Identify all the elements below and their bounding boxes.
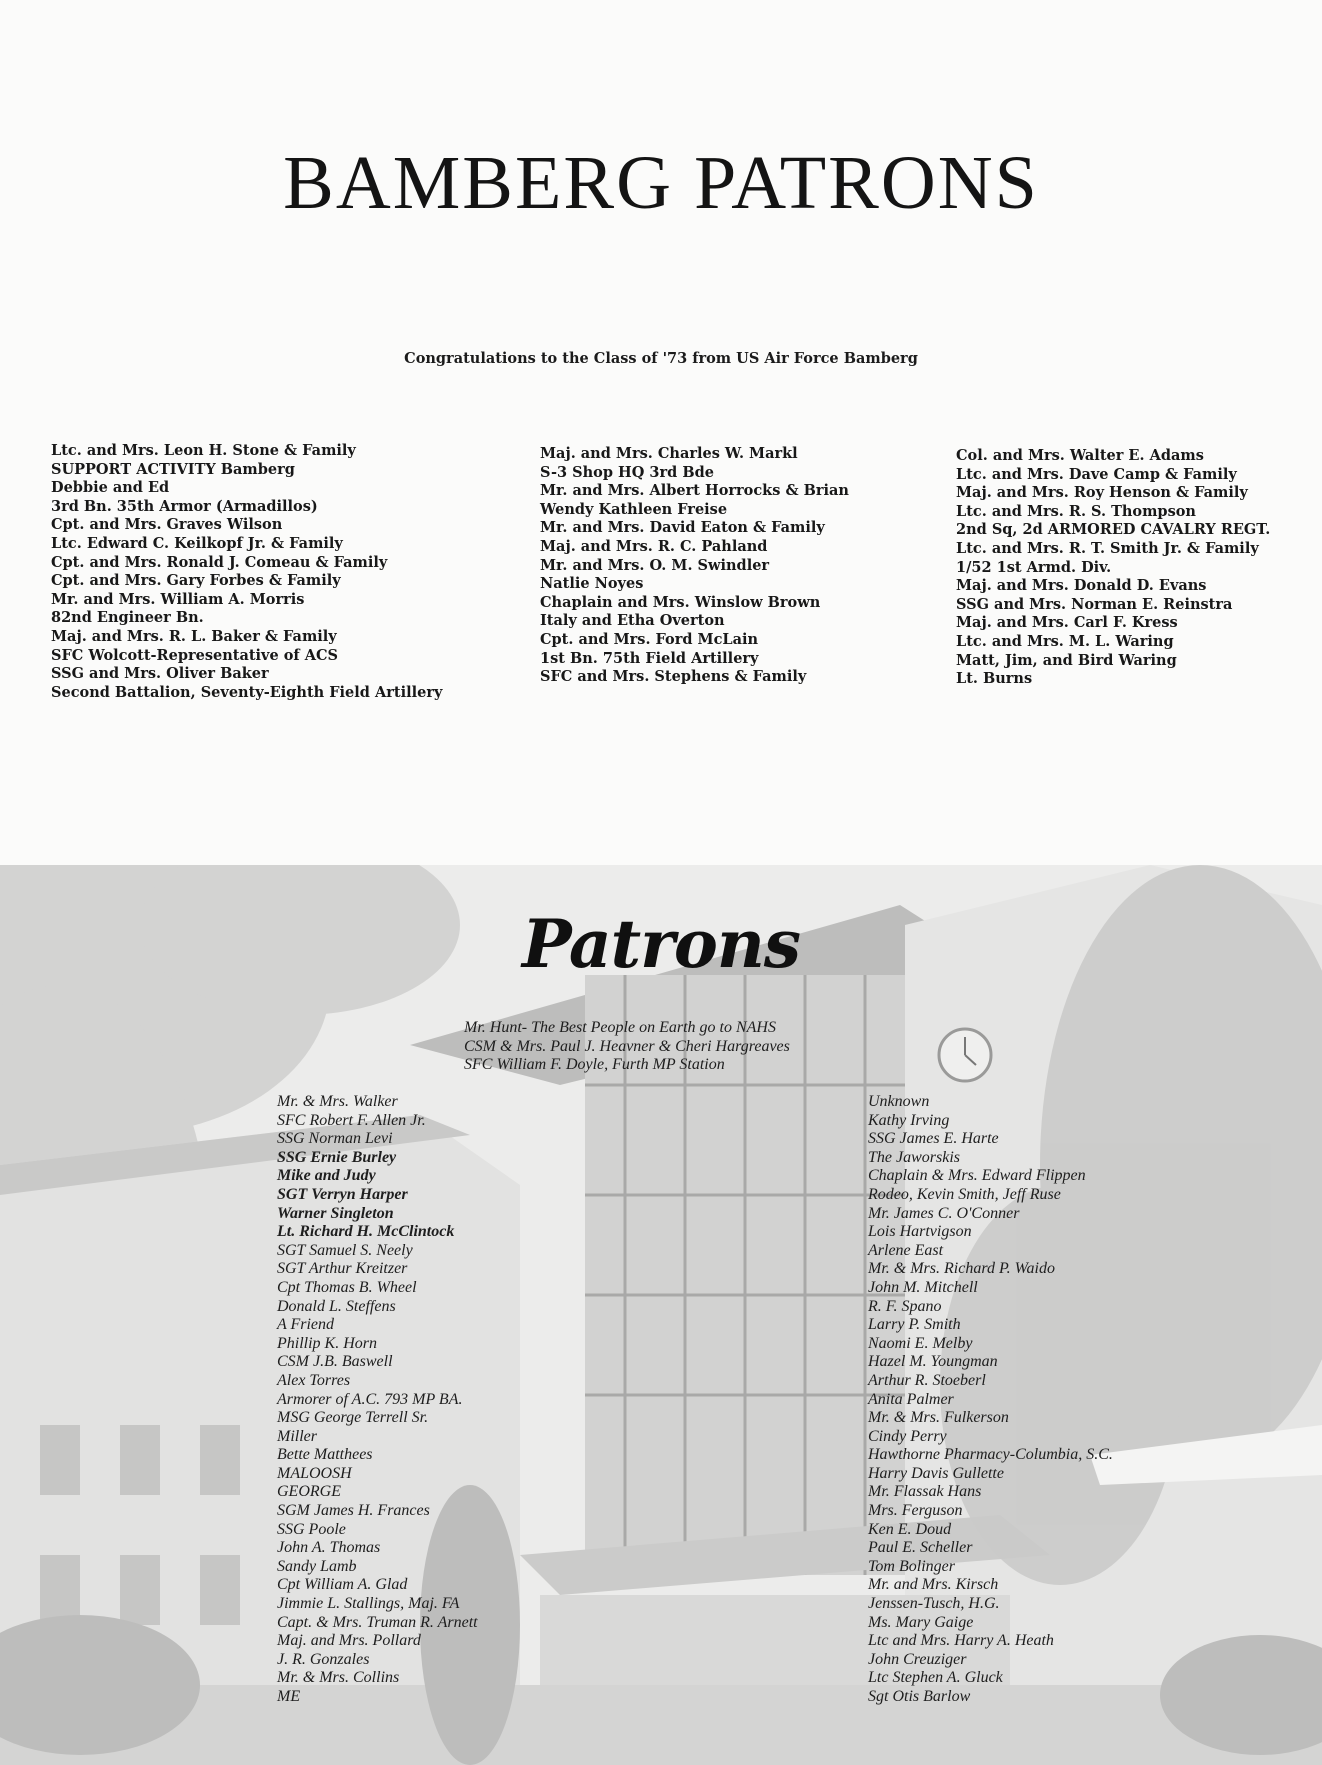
bamberg-patron-entry: Chaplain and Mrs. Winslow Brown: [540, 593, 821, 611]
bamberg-patron-entry: Debbie and Ed: [51, 479, 170, 497]
patron-entry: Donald L. Steffens: [277, 1297, 396, 1315]
bamberg-column-3: [956, 447, 1270, 689]
patron-entry: Warner Singleton: [277, 1204, 394, 1222]
patron-entry: Chaplain & Mrs. Edward Flippen: [868, 1167, 1086, 1185]
patron-entry: Arlene East: [868, 1241, 944, 1259]
bamberg-patron-entry: Mr. and Mrs. Albert Horrocks & Brian: [540, 482, 849, 500]
bamberg-patron-entry: Maj. and Mrs. R. C. Pahland: [540, 537, 768, 555]
patron-entry: Cindy Perry: [868, 1427, 947, 1445]
building-illustration: [0, 865, 1322, 1765]
bamberg-patron-entry: 3rd Bn. 35th Armor (Armadillos): [51, 497, 318, 515]
patron-entry: John Creuziger: [868, 1650, 967, 1668]
patron-entry: Mr. & Mrs. Collins: [277, 1669, 400, 1687]
bamberg-patron-entry: Matt, Jim, and Bird Waring: [956, 651, 1177, 669]
patron-entry: SGM James H. Frances: [277, 1502, 430, 1520]
bamberg-patron-entry: Ltc. and Mrs. Leon H. Stone & Family: [51, 442, 356, 459]
patron-entry: Hawthorne Pharmacy-Columbia, S.C.: [868, 1446, 1113, 1464]
school-building-photo: [0, 865, 1322, 1765]
bamberg-patron-entry: Ltc. and Mrs. M. L. Waring: [956, 632, 1174, 650]
patron-entry: Sgt Otis Barlow: [868, 1688, 971, 1705]
bamberg-patron-entry: 82nd Engineer Bn.: [51, 609, 204, 627]
patron-entry: Alex Torres: [277, 1371, 351, 1389]
patron-entry: Mr. & Mrs. Richard P. Waido: [868, 1260, 1055, 1278]
patron-entry: SSG James E. Harte: [868, 1130, 999, 1148]
bamberg-patron-entry: Cpt. and Mrs. Ford McLain: [540, 630, 759, 648]
patron-entry: CSM J.B. Baswell: [277, 1353, 393, 1371]
patron-entry: Tom Bolinger: [868, 1557, 955, 1575]
bamberg-patron-entry: SSG and Mrs. Oliver Baker: [51, 665, 269, 683]
patron-entry: Miller: [277, 1427, 317, 1445]
patrons-right-column: [868, 1093, 1113, 1707]
patron-entry: Kathy Irving: [868, 1111, 950, 1129]
bamberg-patron-entry: 2nd Sq, 2d ARMORED CAVALRY REGT.: [956, 521, 1271, 539]
patron-entry: R. F. Spano: [868, 1297, 942, 1315]
bamberg-patron-entry: Ltc. Edward C. Keilkopf Jr. & Family: [51, 534, 343, 552]
patron-entry: MSG George Terrell Sr.: [277, 1409, 429, 1427]
patron-intro-line: SFC William F. Doyle, Furth MP Station: [464, 1056, 725, 1074]
patron-entry: Cpt Thomas B. Wheel: [277, 1278, 417, 1296]
patron-entry: SSG Norman Levi: [277, 1130, 393, 1148]
patron-entry: Mr. and Mrs. Kirsch: [868, 1576, 999, 1594]
patron-entry: Anita Palmer: [868, 1390, 954, 1408]
bamberg-patron-entry: Maj. and Mrs. Donald D. Evans: [956, 577, 1207, 595]
bamberg-patron-entry: Second Battalion, Seventy-Eighth Field Artillery: [51, 683, 443, 701]
bamberg-patron-entry: SUPPORT ACTIVITY Bamberg: [51, 460, 295, 478]
bamberg-patron-entry: Mr. and Mrs. David Eaton & Family: [540, 519, 825, 537]
bamberg-patron-entry: Cpt. and Mrs. Ronald J. Comeau & Family: [51, 553, 388, 571]
bamberg-patron-entry: Maj. and Mrs. Carl F. Kress: [956, 614, 1178, 632]
bamberg-patron-entry: Maj. and Mrs. R. L. Baker & Family: [51, 627, 337, 645]
patron-entry: Phillip K. Horn: [277, 1334, 378, 1352]
patron-entry: GEORGE: [277, 1483, 341, 1501]
patron-intro-line: CSM & Mrs. Paul J. Heavner & Cheri Hargreaves: [464, 1037, 790, 1055]
patron-entry: John M. Mitchell: [868, 1278, 978, 1296]
patron-entry: Capt. & Mrs. Truman R. Arnett: [277, 1613, 478, 1631]
bamberg-patron-entry: Mr. and Mrs. William A. Morris: [51, 590, 305, 608]
patron-entry: Maj. and Mrs. Pollard: [277, 1632, 421, 1650]
patron-entry: Mr. Flassak Hans: [868, 1483, 982, 1501]
patron-entry: Sandy Lamb: [277, 1557, 357, 1575]
patron-entry: ME: [277, 1688, 301, 1705]
patron-entry: Bette Matthees: [277, 1446, 373, 1464]
patron-entry: Harry Davis Gullette: [868, 1464, 1004, 1482]
patron-intro-line: Mr. Hunt- The Best People on Earth go to NAHS: [464, 1019, 776, 1036]
patron-entry: Lois Hartvigson: [868, 1223, 972, 1241]
patron-entry: Cpt William A. Glad: [277, 1576, 408, 1594]
patron-entry: Hazel M. Youngman: [868, 1353, 998, 1371]
bamberg-patron-entry: Col. and Mrs. Walter E. Adams: [956, 447, 1204, 464]
patron-entry: John A. Thomas: [277, 1539, 381, 1557]
patron-entry: Paul E. Scheller: [868, 1539, 973, 1557]
patron-entry: The Jaworskis: [868, 1148, 960, 1166]
patron-entry: Ltc and Mrs. Harry A. Heath: [868, 1632, 1054, 1650]
patron-entry: Jenssen-Tusch, H.G.: [868, 1595, 1000, 1613]
bamberg-patron-entry: 1/52 1st Armd. Div.: [956, 558, 1112, 576]
patron-entry: Larry P. Smith: [868, 1316, 961, 1334]
patron-entry: Ltc Stephen A. Gluck: [868, 1669, 1003, 1687]
bamberg-patron-entry: Cpt. and Mrs. Gary Forbes & Family: [51, 572, 341, 590]
bamberg-patron-entry: Lt. Burns: [956, 670, 1033, 688]
bamberg-patron-entry: Wendy Kathleen Freise: [540, 500, 728, 518]
bamberg-patron-entry: Ltc. and Mrs. R. T. Smith Jr. & Family: [956, 539, 1259, 557]
patron-entry: Ms. Mary Gaige: [868, 1613, 974, 1631]
patron-entry: J. R. Gonzales: [277, 1650, 370, 1668]
patrons-left-column: [277, 1093, 478, 1707]
bamberg-patron-entry: Maj. and Mrs. Charles W. Markl: [540, 445, 798, 462]
patron-entry: SFC Robert F. Allen Jr.: [277, 1111, 426, 1129]
patron-entry: Mike and Judy: [277, 1167, 376, 1185]
congratulations-line: Congratulations to the Class of '73 from US Air Force Bamberg: [404, 350, 918, 367]
patron-entry: Rodeo, Kevin Smith, Jeff Ruse: [868, 1185, 1061, 1203]
bamberg-patron-entry: Cpt. and Mrs. Graves Wilson: [51, 516, 283, 534]
patron-entry: Unknown: [868, 1093, 930, 1110]
bamberg-patron-entry: Ltc. and Mrs. Dave Camp & Family: [956, 465, 1237, 483]
bamberg-patron-entry: SFC and Mrs. Stephens & Family: [540, 668, 807, 686]
patron-entry: SSG Poole: [277, 1520, 346, 1538]
bamberg-patron-entry: Mr. and Mrs. O. M. Swindler: [540, 556, 770, 574]
patron-entry: Mrs. Ferguson: [868, 1502, 963, 1520]
patrons-heading: Patrons: [521, 905, 801, 983]
bamberg-patron-entry: Natlie Noyes: [540, 575, 644, 593]
patron-entry: Arthur R. Stoeberl: [868, 1371, 986, 1389]
bamberg-patron-entry: S-3 Shop HQ 3rd Bde: [540, 463, 714, 481]
patron-entry: Mr. & Mrs. Walker: [277, 1093, 398, 1110]
patron-entry: Armorer of A.C. 793 MP BA.: [277, 1390, 463, 1408]
patron-entry: Mr. & Mrs. Fulkerson: [868, 1409, 1009, 1427]
patron-entry: SSG Ernie Burley: [277, 1148, 397, 1166]
patrons-intro: [464, 1019, 790, 1075]
patron-entry: SGT Verryn Harper: [277, 1185, 408, 1203]
patron-entry: Naomi E. Melby: [868, 1334, 973, 1352]
bamberg-patron-entry: Ltc. and Mrs. R. S. Thompson: [956, 502, 1196, 520]
patron-entry: SGT Samuel S. Neely: [277, 1241, 413, 1259]
patron-entry: A Friend: [277, 1316, 335, 1334]
patron-entry: Lt. Richard H. McClintock: [277, 1223, 455, 1241]
patron-entry: Ken E. Doud: [868, 1520, 952, 1538]
bamberg-column-2: [540, 445, 849, 687]
patron-entry: SGT Arthur Kreitzer: [277, 1260, 408, 1278]
patron-entry: Jimmie L. Stallings, Maj. FA: [277, 1595, 460, 1613]
bamberg-patron-entry: Maj. and Mrs. Roy Henson & Family: [956, 484, 1248, 502]
bamberg-patron-entry: 1st Bn. 75th Field Artillery: [540, 649, 759, 667]
bamberg-patron-entry: SSG and Mrs. Norman E. Reinstra: [956, 595, 1233, 613]
bamberg-column-1: [51, 442, 442, 702]
bamberg-patron-entry: SFC Wolcott-Representative of ACS: [51, 646, 338, 664]
bamberg-patron-entry: Italy and Etha Overton: [540, 612, 725, 630]
page-title: BAMBERG PATRONS: [283, 141, 1039, 225]
patron-entry: Mr. James C. O'Conner: [868, 1204, 1020, 1222]
patron-entry: MALOOSH: [277, 1464, 352, 1482]
